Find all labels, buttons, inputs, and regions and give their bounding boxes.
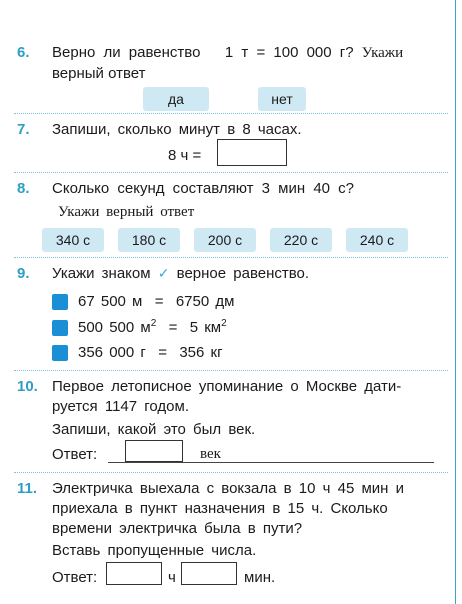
answer-option-yes[interactable]: да [143,87,209,111]
question-number: 9. [17,265,30,282]
answer-label: Ответ: [52,569,98,586]
question-number: 8. [17,180,30,197]
answer-option-240[interactable]: 240 с [346,228,408,252]
question-number: 6. [17,44,30,61]
answer-input[interactable] [217,139,287,166]
task-text: Вставь пропущенные числа. [52,542,257,559]
question-text-cont: приехала в пункт назначения в 15 ч. Сколько [52,500,388,517]
equality-1: 67 500 м = 6750 дм [78,293,235,310]
page-border [455,0,456,604]
unit-label: век [200,446,221,462]
question-text: Запиши, сколько минут в 8 часах. [52,121,302,138]
hours-input[interactable] [106,562,162,585]
separator [14,172,448,173]
question-text-cont: времени электричка была в пути? [52,520,303,537]
checkbox-1[interactable] [52,294,68,310]
answer-input[interactable] [125,440,183,462]
answer-line [108,462,434,463]
question-number: 7. [17,121,30,138]
question-text: Первое летописное упоминание о Москве дати- [52,378,402,395]
separator [14,370,448,371]
minutes-unit: мин. [244,569,276,586]
question-text-cont: руется 1147 годом. [52,398,189,415]
answer-option-340[interactable]: 340 с [42,228,104,252]
answer-option-200[interactable]: 200 с [194,228,256,252]
checkmark-icon: ✓ [157,265,170,281]
question-text: Верно ли равенство 1 т = 100 000 г? Укажи [52,44,404,61]
answer-option-220[interactable]: 220 с [270,228,332,252]
separator [14,472,448,473]
instruction: Укажи верный ответ [58,204,195,220]
answer-label: Ответ: [52,446,98,463]
answer-option-no[interactable]: нет [258,87,306,111]
hours-unit: ч [168,569,176,586]
equality-2: 500 500 $м^2 = 5$ $км^2$ [78,318,227,336]
minutes-input[interactable] [181,562,237,585]
equality-3: 356 000 г = 356 кг [78,344,223,361]
question-text: Сколько секунд составляют 3 мин 40 с? [52,180,355,197]
question-number: 11. [17,480,38,497]
question-number: 10. [17,378,38,395]
question-text: Укажи знаком ✓ верное равенство. [52,265,310,282]
expression: 8 ч = [168,147,202,164]
question-text: Электричка выехала с вокзала в 10 ч 45 мин и [52,480,404,497]
separator [14,257,448,258]
separator [14,113,448,114]
checkbox-2[interactable] [52,320,68,336]
question-text-cont: верный ответ [52,65,146,82]
task-text: Запиши, какой это был век. [52,421,256,438]
answer-option-180[interactable]: 180 с [118,228,180,252]
checkbox-3[interactable] [52,345,68,361]
